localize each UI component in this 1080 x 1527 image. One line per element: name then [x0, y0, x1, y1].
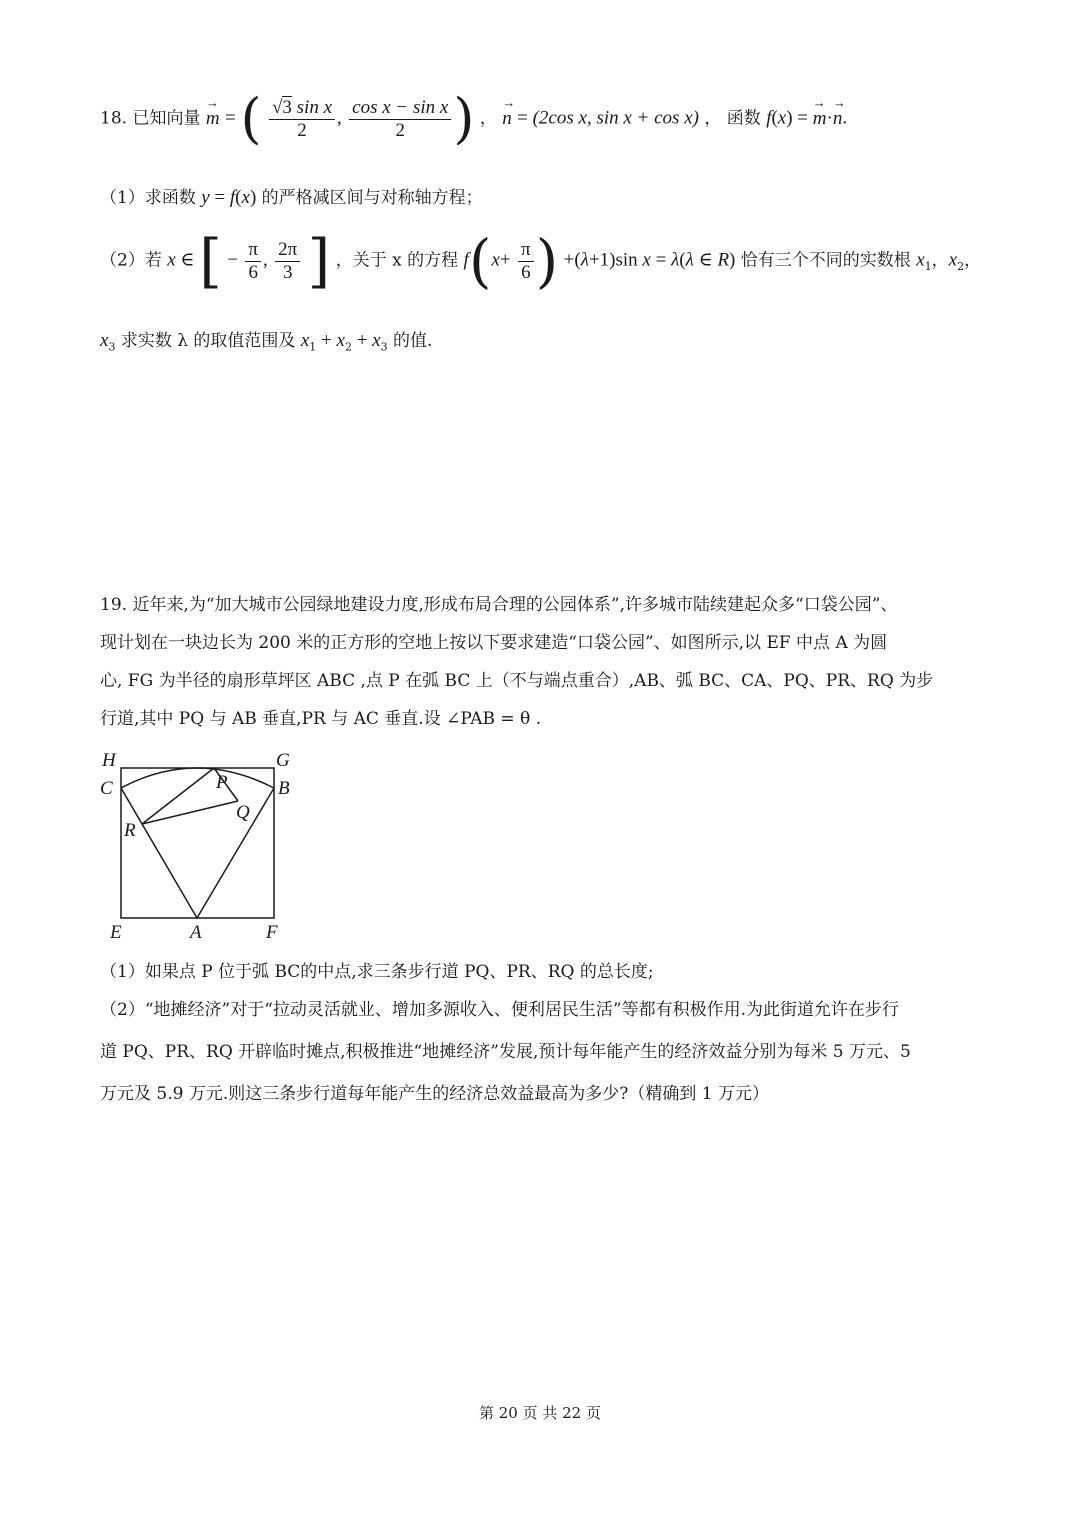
label-B: B [278, 778, 290, 799]
page-footer: 第 20 页 共 22 页 [478, 1404, 601, 1422]
arc-BC [121, 768, 274, 788]
vector-n: → n [502, 108, 512, 130]
label-F: F [266, 922, 278, 943]
q19-text: 19. 近年来,为“加大城市公园绿地建设力度,形成布局合理的公园体系”,许多城市陆续建起众多“口袋公园”、 现计划在一块边长为 200 米的正方形的空地上按以下要求建造“口袋公园”、如图所示,以 EF 中点 A 为圆 心, FG 为半径的扇形草坪区 ABC ,点 P 在弧 BC 上（不与端点重合）,AB、弧 BC、CA、PQ、PR、RQ 为步 行道,其中 PQ 与 AB 垂直,PR 与 AC 垂直.设 ∠PAB = θ . [100, 595, 934, 729]
label-E: E [110, 922, 122, 943]
q18-part1: （1）求函数 y = f(x) 的严格减区间与对称轴方程； [100, 187, 483, 208]
park-diagram [96, 746, 316, 950]
fraction-m2: $\frac{\text{cos x − sin x}}{2}$ [349, 97, 451, 142]
label-A: A [190, 922, 202, 943]
label-G: G [276, 750, 290, 771]
square-EFGH [121, 768, 274, 918]
label-R: R [124, 820, 136, 841]
vector-m: → m [206, 108, 220, 130]
q19-parts: （1）如果点 P 位于弧 BC的中点,求三条步行道 PQ、PR、RQ 的总长度; （2）“地摊经济”对于“拉动灵活就业、增加多源收入、便利居民生活”等都有积极作用.为此街道允许在步行 道 PQ、PR、RQ 开辟临时摊点,积极推进“地摊经济”发展,预计每年能产生的经济效益分别为每米 5 万元、5 万元及 5.9 万元.则这三条步行道每年能产生的经济总效益最高为多少?（精确到 1 万元） [100, 962, 911, 1104]
label-H: H [102, 750, 116, 771]
label-P: P [216, 772, 228, 793]
segment-AC [121, 788, 197, 918]
q18-line1: 18. 已知向量 → m = ( $\frac{\text{√3 sin x}}{2}$ , $\frac{\text{cos x − sin x}}{2}$ ) ， → n = (2cos x, sin x + cos x) ， 函数 f(x) = → m·→ n. [100, 92, 847, 146]
label-C: C [100, 778, 113, 799]
geometry-figure [96, 746, 316, 946]
q18-part2-cont: $x_3$ 求实数 λ 的取值范围及 $x_1 + x_2 + x_3$ 的值. [100, 330, 433, 354]
fraction-m1: $\frac{\text{√3 sin x}}{2}$ [269, 97, 335, 142]
label-Q: Q [236, 802, 250, 823]
q18-part2: （2）若 x ∈ [ − $\frac{\pi}{6}$ , $\frac{2\pi}{3}$ ] ，关于 x 的方程 f(x+ $\frac{\pi}{6}$ ) +(λ+1)sin x = λ(λ ∈ R) 恰有三个不同的实数根 $x_1$，$x_2$， [100, 227, 982, 295]
